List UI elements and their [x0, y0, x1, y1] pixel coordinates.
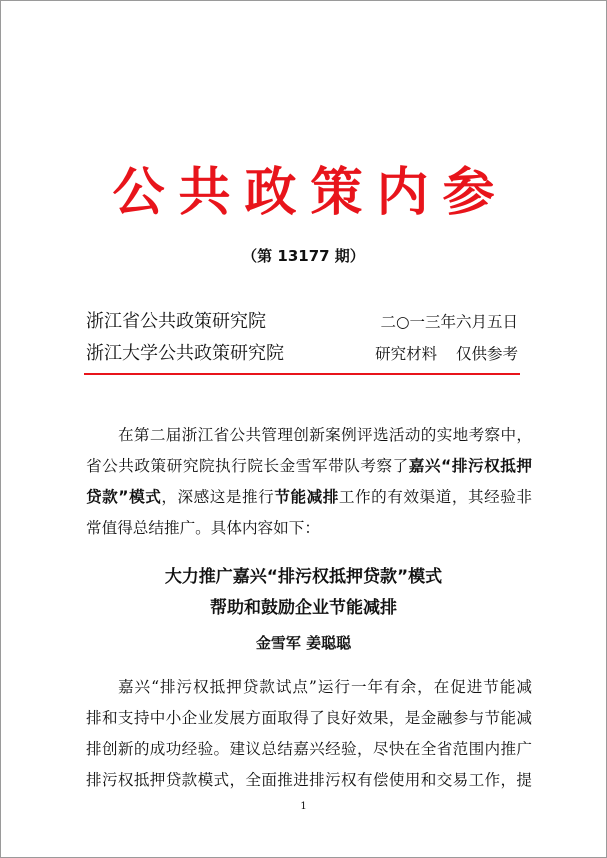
body-line-3: 排创新的成功经验。建议总结嘉兴经验，尽快在全省范围内推广 — [86, 740, 532, 758]
org-line-1 — [86, 308, 518, 336]
article-authors: 金雪军 姜聪聪 — [255, 634, 352, 652]
intro-line-3-text: ，深感这是推行 — [161, 488, 275, 506]
org-name-2: 浙江大学公共政策研究院 — [86, 343, 284, 364]
org-name-1: 浙江省公共政策研究院 — [86, 311, 266, 332]
intro-line-1: 在第二届浙江省公共管理创新案例评选活动的实地考察中， — [118, 426, 532, 444]
page-number: 1 — [300, 801, 307, 812]
issue-number: （第 13177 期） — [242, 247, 365, 265]
intro-line-4: 常值得总结推广。具体内容如下： — [86, 519, 320, 537]
masthead-title: 公共政策内参 — [112, 163, 509, 223]
intro-emphasis-model-end: 贷款”模式 — [86, 488, 162, 506]
body-line-1: 嘉兴“排污权抵押贷款试点”运行一年有余，在促进节能减 — [118, 678, 532, 696]
org-line-2 — [86, 340, 518, 368]
body-line-2: 排和支持中小企业发展方面取得了良好效果，是金融参与节能减 — [86, 709, 532, 727]
intro-line-3-tail: 工作的有效渠道，其经验非 — [338, 488, 532, 506]
intro-line-3 — [86, 482, 532, 513]
intro-line-2 — [86, 451, 532, 482]
article-subheadline: 帮助和鼓励企业节能减排 — [210, 598, 397, 618]
publish-date: 二○一三年六月五日 — [380, 313, 518, 331]
body-paragraph — [86, 672, 532, 796]
intro-emphasis-energy: 节能减排 — [274, 488, 339, 506]
intro-emphasis-model: 嘉兴“排污权抵押 — [408, 457, 532, 475]
usage-note: 研究材料 仅供参考 — [375, 345, 518, 363]
intro-line-2-text: 省公共政策研究院执行院长金雪军带队考察了 — [86, 457, 409, 475]
red-divider — [84, 373, 520, 375]
body-line-4: 排污权抵押贷款模式，全面推进排污权有偿使用和交易工作，提 — [86, 771, 532, 789]
article-headline: 大力推广嘉兴“排污权抵押贷款”模式 — [164, 567, 443, 587]
intro-paragraph — [86, 420, 532, 544]
